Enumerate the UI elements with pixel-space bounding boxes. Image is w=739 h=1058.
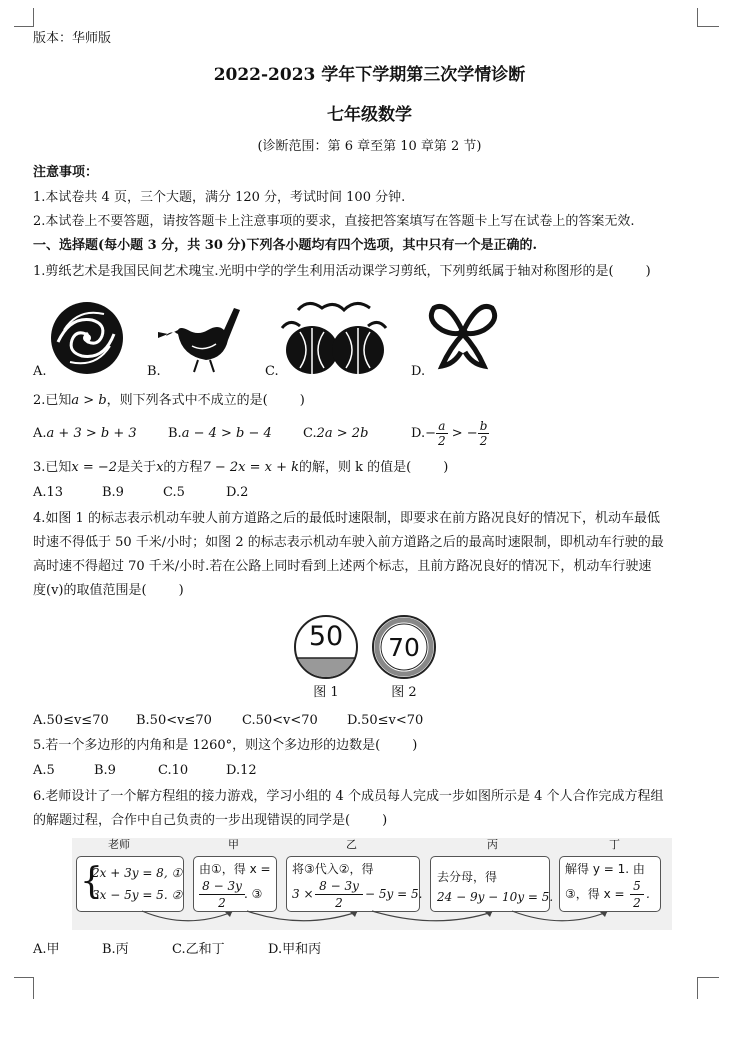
- role-bing: 丙: [487, 838, 498, 851]
- question-1-stem: [33, 263, 651, 281]
- q2-option-c-label: C.: [303, 426, 317, 441]
- q2-frac-b: [478, 419, 490, 448]
- q2-option-a: [33, 425, 137, 443]
- q3-x-value: x = −2: [71, 460, 118, 475]
- q2-text-b: ，则下列各式中不成立的是(: [106, 393, 268, 408]
- q5-option-b: B.9: [94, 763, 116, 778]
- q2-option-a-label: A.: [33, 426, 47, 441]
- yi-text-1: 将③代入②，得: [292, 862, 374, 876]
- question-1-text: 1.剪纸艺术是我国民间艺术瑰宝.光明中学的学生利用活动课学习剪纸，下列剪纸属于轴对称图形的是(: [33, 264, 614, 279]
- q4-close: ): [178, 583, 184, 598]
- q2-option-b-math: a − 4 > b − 4: [181, 426, 272, 441]
- ding-text-2: ③，得 x =: [565, 887, 625, 901]
- q4-line-4: [33, 582, 184, 600]
- q2-option-b: [168, 425, 272, 443]
- q1-option-a: A.: [33, 364, 47, 379]
- yi-pre: 3 ×: [292, 887, 314, 901]
- q6-option-d: D.甲和丙: [268, 942, 322, 957]
- q6-option-a: A.甲: [33, 942, 60, 957]
- q3-text-d: 的解，则 k 的值是(: [299, 460, 412, 475]
- exam-subtitle: 七年级数学: [327, 105, 412, 125]
- q1-option-b: B.: [147, 364, 161, 379]
- ding-den: 2: [633, 896, 641, 910]
- q2-option-d: D.− $\frac{a}{2}$ > − $\frac{b}{2}$: [411, 419, 488, 448]
- q6-line-2-text: 的解题过程，合作中自己负责的一步出现错误的同学是(: [33, 813, 351, 828]
- q2-option-c-math: 2a > 2b: [316, 426, 369, 441]
- papercut-a-image: [48, 300, 126, 376]
- note-2: 2.本试卷上不要答题，请按答题卡上注意事项的要求，直接把答案填写在答题卡上写在试卷上的答案无效.: [33, 214, 635, 229]
- q2-condition: a > b: [71, 393, 107, 408]
- jia-num: 8 − 3y: [199, 878, 245, 895]
- ding-text-1: 解得 y = 1. 由: [565, 862, 645, 876]
- q6-line-2: [33, 812, 387, 830]
- q2-close: ): [299, 393, 305, 408]
- section-heading: 一、选择题(每小题 3 分，共 30 分)下列各小题均有四个选项，其中只有一个是正确的.: [33, 238, 538, 253]
- q2-option-b-label: B.: [168, 426, 182, 441]
- question-3-stem: [33, 459, 448, 477]
- version-label: 版本：华师版: [33, 31, 112, 46]
- bing-text-2: 24 − 9y − 10y = 5.: [437, 890, 554, 904]
- exam-scope: (诊断范围：第 6 章至第 10 章第 2 节): [257, 139, 482, 154]
- q6-line-1: 6.老师设计了一个解方程组的接力游戏，学习小组的 4 个成员每人完成一步如图所示是 4 个人合作完成方程组: [33, 789, 664, 804]
- papercut-c-image: [278, 298, 390, 376]
- q5-close: ): [412, 738, 418, 753]
- q4-option-a: A.50≤v≤70: [33, 713, 109, 728]
- q2-frac-b-num: b: [479, 419, 488, 433]
- papercut-d-image: [428, 298, 498, 374]
- q6-close: ): [382, 813, 388, 828]
- bing-text-1: 去分母，得: [437, 870, 498, 884]
- q5-option-a: A.5: [33, 763, 55, 778]
- figure-2-caption: 图 2: [391, 685, 417, 700]
- exam-title: 2022-2023 学年下学期第三次学情诊断: [213, 65, 526, 85]
- jia-text-1: 由①，得 x =: [199, 862, 271, 876]
- q2-option-d-label: D.: [411, 426, 426, 441]
- q2-option-a-math: a + 3 > b + 3: [46, 426, 137, 441]
- figure-1-caption: 图 1: [313, 685, 339, 700]
- yi-post: − 5y = 5.: [365, 887, 423, 901]
- q3-option-a: A.13: [33, 485, 64, 500]
- q3-close: ): [443, 460, 449, 475]
- q2-frac-a-num: a: [436, 419, 448, 434]
- role-yi: 乙: [346, 838, 357, 851]
- q3-text-a: 3.已知: [33, 460, 72, 475]
- role-ding: 丁: [609, 838, 620, 851]
- q1-option-d: D.: [411, 364, 426, 379]
- q1-option-c: C.: [265, 364, 279, 379]
- q4-line-4-text: 度(v)的取值范围是(: [33, 583, 147, 598]
- notes-heading: 注意事项：: [33, 165, 99, 180]
- q3-text-c: 的方程: [163, 460, 203, 475]
- q5-option-c: C.10: [158, 763, 189, 778]
- q3-equation: 7 − 2x = x + k: [202, 460, 299, 475]
- q3-var: x: [156, 460, 164, 475]
- q4-line-1: 4.如图 1 的标志表示机动车驶人前方道路之后的最低时速限制，即要求在前方路况良好的情况下，机动车最低: [33, 511, 660, 526]
- teacher-brace: {: [80, 861, 103, 902]
- jia-den: 2: [218, 896, 226, 910]
- role-jia: 甲: [228, 838, 239, 851]
- teacher-eq-2: 3x − 5y = 5. ②: [92, 888, 183, 902]
- q3-option-c: C.5: [163, 485, 185, 500]
- question-1-close: ): [645, 264, 651, 279]
- q2-frac-b-den: 2: [479, 434, 488, 448]
- relay-arrows: [72, 838, 672, 930]
- yi-num: 8 − 3y: [315, 878, 363, 895]
- min-speed-value: 50: [308, 621, 344, 652]
- q4-option-c: C.50<v<70: [242, 713, 318, 728]
- q3-option-d: D.2: [226, 485, 249, 500]
- teacher-eq-1: 2x + 3y = 8, ①: [92, 866, 183, 880]
- max-speed-value: 70: [388, 633, 420, 662]
- q2-text-a: 2.已知: [33, 393, 72, 408]
- q6-option-c: C.乙和丁: [172, 942, 225, 957]
- ding-num: 5: [630, 878, 644, 895]
- question-2-stem: [33, 392, 305, 410]
- jia-text-2: . ③: [244, 887, 263, 901]
- q3-text-b: 是关于: [117, 460, 157, 475]
- q6-option-b: B.丙: [102, 942, 129, 957]
- note-1: 1.本试卷共 4 页，三个大题，满分 120 分，考试时间 100 分钟.: [33, 190, 406, 205]
- q4-line-2: 时速不得低于 50 千米/小时；如图 2 的标志表示机动车驶入前方道路之后的最高时速限制，即机动车行驶的最: [33, 535, 664, 550]
- q5-option-d: D.12: [226, 763, 257, 778]
- q2-frac-a: [436, 419, 448, 448]
- q4-option-d: D.50≤v<70: [347, 713, 424, 728]
- q4-line-3: 高时速不得超过 70 千米/小时.若在公路上同时看到上述两个标志，且前方路况良好的情况下，机动车行驶速: [33, 559, 652, 574]
- papercut-b-image: [158, 300, 246, 376]
- q2-frac-a-den: 2: [438, 434, 446, 448]
- role-teacher: 老师: [108, 838, 130, 851]
- q5-text: 5.若一个多边形的内角和是 1260°，则这个多边形的边数是(: [33, 738, 381, 753]
- yi-den: 2: [335, 896, 343, 910]
- q2-option-c: [303, 425, 368, 443]
- q3-option-b: B.9: [102, 485, 124, 500]
- ding-text-3: .: [646, 887, 650, 901]
- q4-option-b: B.50<v≤70: [136, 713, 212, 728]
- question-5-stem: [33, 737, 417, 755]
